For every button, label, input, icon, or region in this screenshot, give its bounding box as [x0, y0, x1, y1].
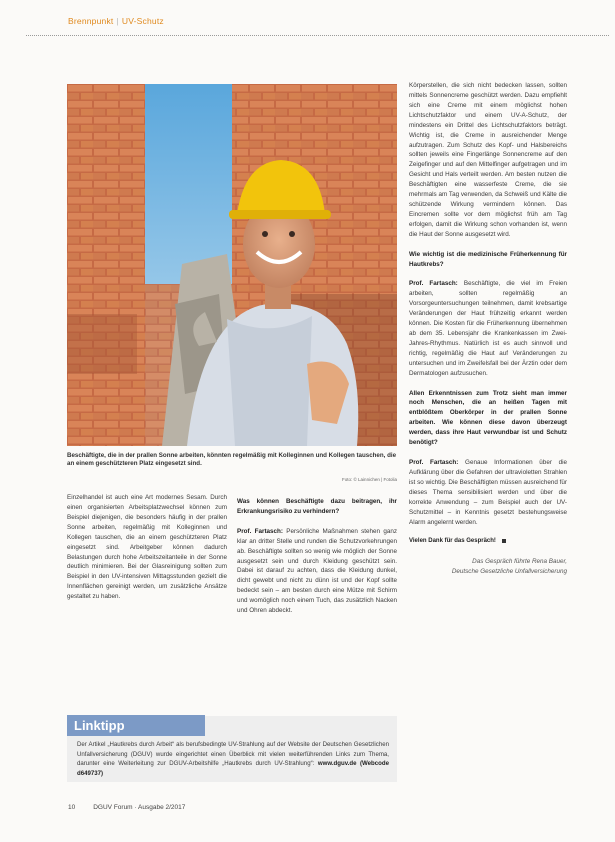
speaker-name: Prof. Fartasch: — [237, 527, 283, 535]
end-square-icon — [502, 539, 506, 543]
header-separator: | — [116, 16, 119, 26]
linktipp-title: Linktipp — [67, 715, 205, 736]
page-number: 10 — [68, 804, 76, 811]
answer-text: Persönliche Maßnahmen stehen ganz klar an dritter Stelle und runden die Schutzvorkehrungen ab. Beschäftigte sollten so wenig wie möglich der Sonne ausgesetzt sein und durch Kleidung geschützt sein. Dabei ist darauf zu achten, dass die Kleidung dunkel, dicht gewebt und nicht zu dünn ist und der Kopf sollte bedeckt sein – am besten durch eine Mütze mit Schirm und womöglich noch einem Tuch, das zusätzlich Nacken und Ohren abdeckt. — [237, 527, 397, 615]
speaker-name: Prof. Fartasch: — [409, 458, 459, 466]
speaker-name: Prof. Fartasch: — [409, 280, 458, 288]
interviewer-credit — [409, 557, 567, 576]
topic-label: UV-Schutz — [121, 16, 164, 26]
photo-caption: Beschäftigte, die in der prallen Sonne arbeiten, könnten regelmäßig mit Kolleginnen und Kollegen tauschen, die an einem geschützteren Platz eingesetzt sind. — [67, 452, 397, 468]
section-header — [68, 16, 164, 26]
interview-answer — [409, 279, 567, 378]
thanks-text: Vielen Dank für das Gespräch! — [409, 538, 496, 545]
photo-credit: Foto: © Lainnichen | Fotolia — [341, 477, 397, 482]
column-left — [67, 493, 227, 612]
column-middle — [237, 497, 397, 626]
construction-worker-photo — [67, 84, 397, 446]
interview-question: Was können Beschäftigte dazu beitragen, ihr Erkrankungsrisiko zu verhindern? — [237, 498, 397, 515]
publication-name: DGUV Forum · Ausgabe 2/2017 — [93, 804, 186, 811]
header-divider — [26, 35, 609, 36]
interview-answer — [409, 458, 567, 527]
closing-line — [409, 537, 567, 547]
answer-text: Genaue Informationen über die Aufklärung über die Gefahren der ultravioletten Strahlen ist so wichtig. Die Beschäftigten müssen ausreichend für dieses Thema sensibilisiert werden und über die korrekte Anwendung – zum Beispiel auch der UV-Schutzmittel – in Kenntnis gesetzt bestehungsweise Alarm angelernt werden. — [409, 458, 567, 526]
linktipp-url[interactable]: www.dguv.de (Webcode d649737) — [77, 760, 389, 777]
credit-line-2: Deutsche Gesetzliche Unfallversicherung — [451, 567, 567, 575]
body-paragraph: Körperstellen, die sich nicht bedecken lassen, sollten mittels Sonnencreme geschützt werden. Dazu empfiehlt sich eine Creme mit einem möglichst hohen Lichtschutzfaktor und einem UV-A-Schutz, der mindestens ein Drittel des Lichtschutzfaktors beträgt. Wichtig ist, die Creme in ausreichender Menge aufzutragen. Zum Schutz des Kopf- und Halsbereichs sollten jeweils eine Fingerlänge Sonnencreme auf den Zeigefinger und auf den Mittelfinger aufgetragen und im Gesicht und Hals verteilt werden. Am besten nutzen die Beschäftigten eine wasserfeste Creme, die sie mehrmals am Tag verwenden, da Schweiß und Kälte die schützende Wirkung vermindern können. Das Eincremen sollte vor dem möglichst früh am Tag erfolgen, damit die Wirkung schon vorhanden ist, wenn die Haut der Sonne ausgesetzt wird. — [409, 82, 567, 238]
linktipp-body: Der Artikel „Hautkrebs durch Arbeit“ als berufsbedingte UV-Strahlung auf der Website der Deutschen Gesetzlichen Unfallversicherung (DGUV) wurde eingerichtet einen Überblick mit vielen weiterführenden Links zum Thema, darunter eine Weiterleitung zur DGUV-Arbeitshilfe „Hautkrebs durch UV-Strahlung“: — [77, 741, 389, 768]
article-photo — [67, 84, 397, 446]
interview-question: Wie wichtig ist die medizinische Früherkennung für Hautkrebs? — [409, 250, 567, 268]
answer-text: Beschäftigte, die viel im Freien arbeiten, sollten regelmäßig an Vorsorgeuntersuchungen teilnehmen, damit krebsartige Veränderungen der Haut frühzeitig erkannt werden können. Die Kosten für die Früherkennung übernehmen ab dem 35. Lebensjahr die Krankenkassen im Zwei-Jahres-Rhythmus. Natürlich ist es auch sinnvoll und richtig, regelmäßig die Haut auf Veränderungen zu untersuchen und im Zweifelsfall bei der Ärztin oder dem Dermatologen aufzusuchen. — [409, 280, 567, 377]
interview-answer — [237, 527, 397, 616]
section-label: Brennpunkt — [68, 16, 114, 26]
linktipp-text — [77, 740, 389, 778]
credit-line-1: Das Gespräch führte Rena Bauer, — [472, 558, 567, 566]
page-footer — [68, 804, 185, 811]
column-right — [409, 81, 567, 576]
body-paragraph: Einzelhandel ist auch eine Art modernes Sesam. Durch einen organisierten Arbeitsplatzwechsel können zum Beispiel diejenigen, die besonders häufig in der prallen Sonne arbeiten, regelmäßig mit Kolleginnen und Kollegen tauschen, die an einem geschützteren Platz eingesetzt sind. Arbeitgeber können dadurch Belastungen durch hohe Arbeitszeitanteile in der Sonne deutlich minimieren. Bei der Glasreinigung sollten zum Beispiel in den UV-intensiven Mittagsstunden gezielt die Innenflächen gereinigt werden, um zusätzliche Ansätze gestaltet zu haben. — [67, 494, 227, 601]
interview-question: Allen Erkenntnissen zum Trotz sieht man immer noch Menschen, die an heißen Tagen mit entblößtem Oberkörper in der prallen Sonne arbeiten. Wie können diese davon überzeugt werden, dass ihre Haut verwundbar ist und Schutz benötigt? — [409, 389, 567, 447]
